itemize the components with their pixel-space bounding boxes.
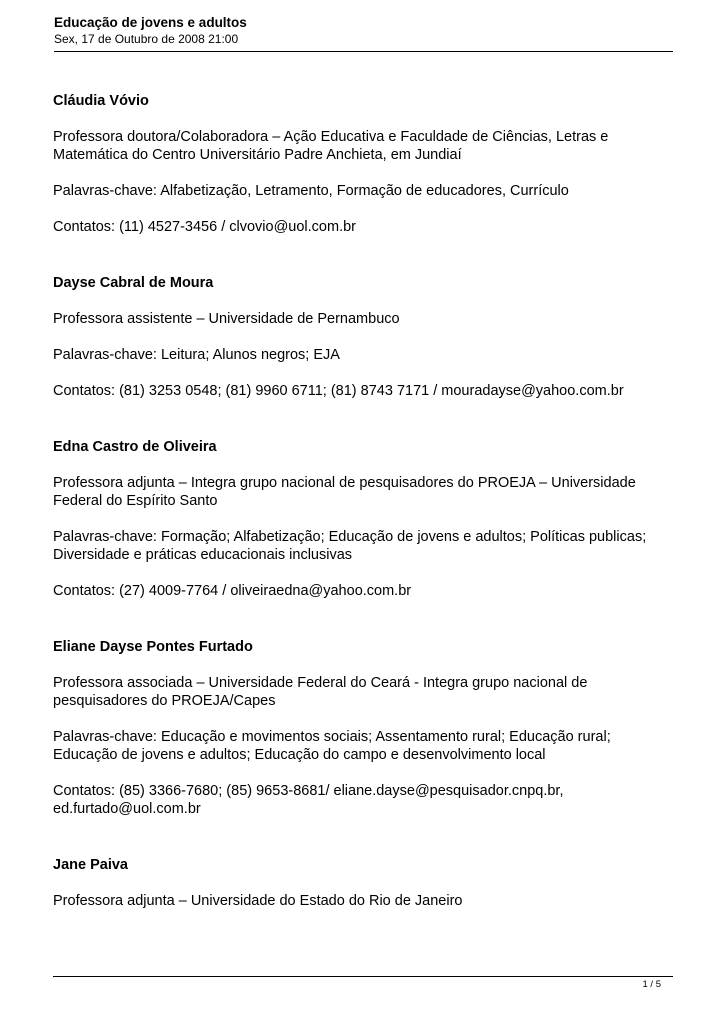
entry-name: Dayse Cabral de Moura [53,275,214,291]
entry-name: Edna Castro de Oliveira [53,439,217,455]
entry-name: Jane Paiva [53,857,128,873]
page-footer [53,976,673,990]
entry-role: Professora doutora/Colaboradora – Ação Educativa e Faculdade de Ciências, Letras e Matemática do Centro Universitário Padre Anchieta, em Jundiaí [53,129,609,163]
entry-name: Eliane Dayse Pontes Furtado [53,639,253,655]
entry-keywords: Palavras-chave: Leitura; Alunos negros; EJA [53,347,340,363]
entry-jane-paiva [53,856,673,910]
entry-claudia-vovio [53,92,673,236]
page-header [54,15,673,52]
entry-role: Professora adjunta – Universidade do Estado do Rio de Janeiro [53,893,463,909]
entry-dayse-cabral-de-moura [53,274,673,400]
entry-keywords: Palavras-chave: Educação e movimentos sociais; Assentamento rural; Educação rural; Educação de jovens e adultos; Educação do campo e desenvolvimento local [53,729,611,763]
entry-role: Professora associada – Universidade Federal do Ceará - Integra grupo nacional de pesquisadores do PROEJA/Capes [53,675,588,709]
document-body [53,92,673,910]
entry-name: Cláudia Vóvio [53,93,149,109]
entry-eliane-dayse-pontes-furtado [53,638,673,818]
entry-keywords: Palavras-chave: Alfabetização, Letramento, Formação de educadores, Currículo [53,183,569,199]
entry-role: Professora adjunta – Integra grupo nacional de pesquisadores do PROEJA – Universidade Federal do Espírito Santo [53,475,636,509]
entry-contacts: Contatos: (81) 3253 0548; (81) 9960 6711; (81) 8743 7171 / mouradayse@yahoo.com.br [53,383,624,399]
entry-keywords: Palavras-chave: Formação; Alfabetização; Educação de jovens e adultos; Políticas publicas; Diversidade e práticas educacionais inclusivas [53,529,647,563]
page-number: 1 / 5 [642,979,661,990]
entry-contacts: Contatos: (11) 4527-3456 / clvovio@uol.com.br [53,219,356,235]
document-date: Sex, 17 de Outubro de 2008 21:00 [54,32,239,46]
entry-role: Professora assistente – Universidade de Pernambuco [53,311,400,327]
entry-contacts: Contatos: (27) 4009-7764 / oliveiraedna@yahoo.com.br [53,583,412,599]
entry-contacts: Contatos: (85) 3366-7680; (85) 9653-8681/ eliane.dayse@pesquisador.cnpq.br, ed.furtado@uol.com.br [53,783,564,817]
entry-edna-castro-de-oliveira [53,438,673,600]
document-title: Educação de jovens e adultos [54,15,247,30]
